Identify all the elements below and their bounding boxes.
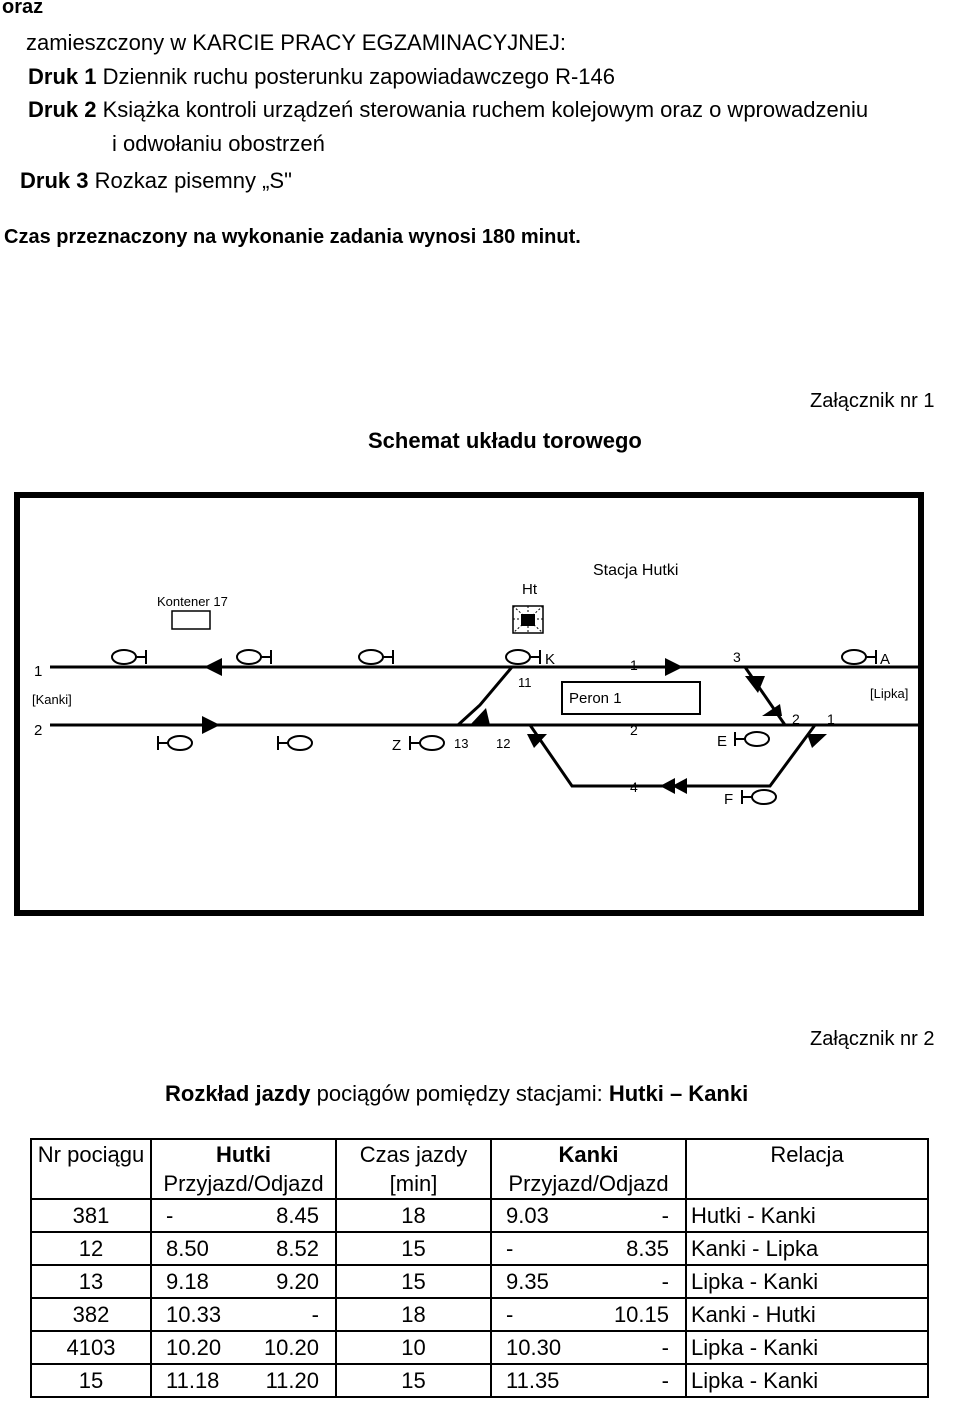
signal-a-label: A — [880, 651, 891, 668]
scheme-frame — [17, 495, 921, 913]
cell-kanki — [491, 1364, 686, 1397]
cell-kanki-part-0: 10.30 — [506, 1334, 562, 1360]
table-row — [31, 1331, 928, 1364]
heading-oraz: oraz — [2, 0, 44, 18]
cell-kanki — [491, 1298, 686, 1331]
timetable-title — [165, 1081, 748, 1107]
switch-11-label: 11 — [518, 675, 532, 690]
cell-hutki-part-1: 11.20 — [265, 1367, 319, 1393]
track-4-number: 4 — [630, 779, 638, 795]
signal-e-label: E — [717, 733, 728, 750]
crossover-right — [745, 667, 785, 725]
cell-hutki-part-0: 10.33 — [166, 1301, 222, 1327]
cell-czas: 18 — [336, 1298, 491, 1331]
station-name: Stacja Hutki — [593, 562, 679, 579]
cell-czas: 15 — [336, 1265, 491, 1298]
timetable-title-bold2: Hutki – Kanki — [608, 1081, 749, 1106]
ht-label: Ht — [522, 581, 537, 598]
cell-kanki-part-0: 9.35 — [506, 1268, 549, 1294]
track-1-number: 1 — [630, 657, 638, 673]
switch-2-label: 2 — [792, 711, 800, 727]
signal-k-label: K — [545, 651, 556, 668]
track-scheme — [0, 490, 960, 920]
cell-kanki-part-1: 8.35 — [626, 1235, 669, 1261]
track-2-number: 2 — [630, 722, 638, 738]
cell-kanki-part-0: - — [506, 1235, 514, 1261]
subheader-kanki: Przyjazd/Odjazd — [491, 1169, 686, 1199]
subheader-czas: [min] — [336, 1169, 491, 1199]
cell-hutki-part-0: 8.50 — [166, 1235, 209, 1261]
cell-czas: 18 — [336, 1199, 491, 1232]
intro-line: zamieszczony w KARCIE PRACY EGZAMINACYJNEJ: — [26, 30, 566, 55]
cell-kanki-part-0: 9.03 — [506, 1202, 549, 1228]
druk2-cont: i odwołaniu obostrzeń — [112, 131, 325, 156]
container-label: Kontener 17 — [157, 594, 228, 609]
cell-hutki — [151, 1331, 336, 1364]
cell-hutki-part-1: 9.20 — [276, 1268, 319, 1294]
switch-3-label: 3 — [733, 649, 741, 665]
control-post-icon — [513, 606, 543, 633]
left-track2-label: 2 — [34, 722, 43, 739]
cell-kanki-part-1: - — [661, 1367, 669, 1393]
container-box — [172, 611, 210, 629]
cell-czas: 15 — [336, 1364, 491, 1397]
lipka-direction: [Lipka] — [870, 686, 909, 701]
cell-hutki — [151, 1298, 336, 1331]
cell-kanki — [491, 1265, 686, 1298]
druk3-line — [20, 168, 292, 194]
cell-relacja: Kanki - Lipka — [686, 1232, 928, 1265]
table-row — [31, 1232, 928, 1265]
cell-kanki — [491, 1331, 686, 1364]
timetable-title-mid: pociągów pomiędzy stacjami: — [310, 1081, 609, 1106]
signal-f-label: F — [724, 791, 734, 808]
druk1-label: Druk 1 — [28, 64, 97, 89]
table-row — [31, 1364, 928, 1397]
header-hutki — [151, 1139, 336, 1169]
cell-hutki-part-0: 10.20 — [166, 1334, 222, 1360]
cell-hutki-part-1: - — [311, 1301, 319, 1327]
subheader-empty — [31, 1169, 151, 1199]
cell-nr: 12 — [31, 1232, 151, 1265]
header-czas: Czas jazdy — [336, 1139, 491, 1169]
header-hutki-label: Hutki — [216, 1141, 271, 1167]
switch-13-label: 13 — [454, 736, 469, 751]
cell-nr: 4103 — [31, 1331, 151, 1364]
cell-hutki — [151, 1199, 336, 1232]
cell-hutki — [151, 1364, 336, 1397]
cell-relacja: Kanki - Hutki — [686, 1298, 928, 1331]
time-note: Czas przeznaczony na wykonanie zadania wynosi 180 minut. — [4, 226, 581, 248]
cell-relacja: Lipka - Kanki — [686, 1331, 928, 1364]
cell-nr: 381 — [31, 1199, 151, 1232]
cell-kanki — [491, 1199, 686, 1232]
table-row — [31, 1298, 928, 1331]
druk1-line — [28, 64, 615, 90]
cell-hutki-part-1: 8.52 — [276, 1235, 319, 1261]
subheader-hutki: Przyjazd/Odjazd — [151, 1169, 336, 1199]
cell-nr: 382 — [31, 1298, 151, 1331]
cell-hutki-part-1: 10.20 — [263, 1334, 319, 1360]
druk1-text: Dziennik ruchu posterunku zapowiadawczego R-146 — [96, 64, 615, 89]
druk3-text: Rozkaz pisemny „S" — [88, 168, 292, 193]
attachment1-label: Załącznik nr 1 — [810, 390, 935, 412]
cell-kanki-part-1: - — [661, 1268, 669, 1294]
header-nr: Nr pociągu — [31, 1139, 151, 1169]
cell-czas: 10 — [336, 1331, 491, 1364]
cell-kanki-part-0: - — [506, 1301, 514, 1327]
cell-nr: 15 — [31, 1364, 151, 1397]
cell-nr: 13 — [31, 1265, 151, 1298]
header-kanki-label: Kanki — [558, 1141, 619, 1167]
cell-relacja: Lipka - Kanki — [686, 1364, 928, 1397]
table-row — [31, 1199, 928, 1232]
druk2-label: Druk 2 — [28, 97, 97, 122]
timetable — [30, 1138, 929, 1398]
cell-kanki — [491, 1232, 686, 1265]
switch-12-label: 12 — [496, 736, 511, 751]
cell-hutki — [151, 1265, 336, 1298]
druk2-line — [28, 97, 868, 123]
cell-hutki — [151, 1232, 336, 1265]
signal-z-label: Z — [392, 737, 402, 754]
left-track1-label: 1 — [34, 663, 43, 680]
cell-relacja: Hutki - Kanki — [686, 1199, 928, 1232]
platform-label: Peron 1 — [569, 690, 622, 707]
cell-hutki-part-0: 9.18 — [166, 1268, 209, 1294]
druk2-text: Książka kontroli urządzeń sterowania ruchem kolejowym oraz o wprowadzeniu — [96, 97, 869, 122]
cell-kanki-part-1: - — [661, 1202, 669, 1228]
cell-kanki-part-0: 11.35 — [506, 1367, 560, 1393]
cell-hutki-part-0: - — [166, 1202, 174, 1228]
table-subheader-row — [31, 1169, 928, 1199]
timetable-title-bold1: Rozkład jazdy — [165, 1081, 311, 1106]
druk3-label: Druk 3 — [20, 168, 89, 193]
track-4 — [530, 725, 815, 786]
scheme-title: Schemat układu torowego — [368, 428, 642, 453]
cell-kanki-part-1: 10.15 — [613, 1301, 669, 1327]
header-kanki — [491, 1139, 686, 1169]
attachment2-label: Załącznik nr 2 — [810, 1028, 935, 1050]
signal-icons — [112, 650, 876, 804]
cell-hutki-part-1: 8.45 — [276, 1202, 319, 1228]
header-relacja: Relacja — [686, 1139, 928, 1169]
cell-kanki-part-1: - — [661, 1334, 669, 1360]
subheader-empty-2 — [686, 1169, 928, 1199]
kanki-direction: [Kanki] — [32, 692, 72, 707]
cell-hutki-part-0: 11.18 — [166, 1367, 220, 1393]
table-row — [31, 1265, 928, 1298]
cell-relacja: Lipka - Kanki — [686, 1265, 928, 1298]
cell-czas: 15 — [336, 1232, 491, 1265]
switch-1-label: 1 — [827, 711, 835, 727]
table-header-row — [31, 1139, 928, 1169]
